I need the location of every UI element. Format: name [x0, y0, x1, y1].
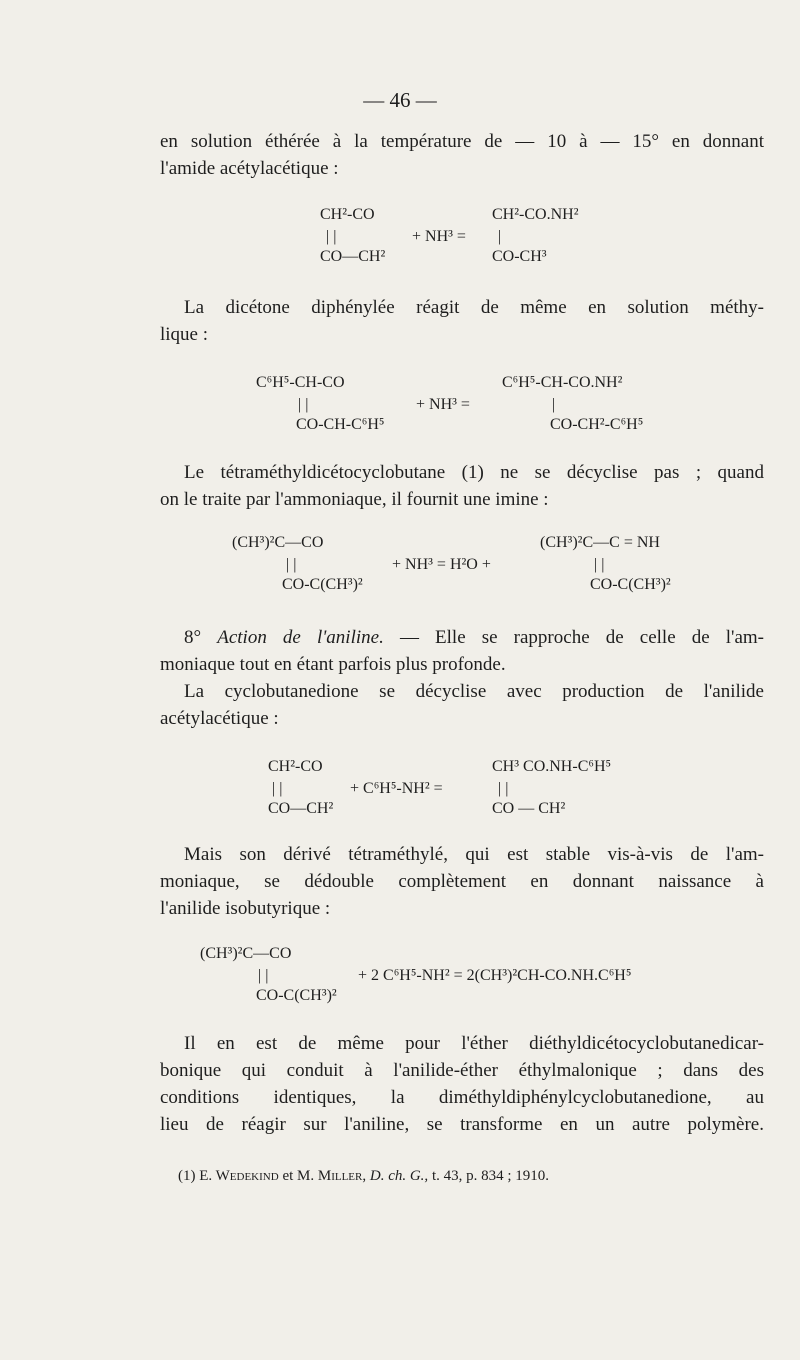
- formula-text: CO-CH³: [492, 248, 547, 265]
- footnote-reference: t. 43, p. 834 ; 1910.: [431, 1168, 550, 1184]
- paragraph-line: moniaque, se dédouble complètement en donnant naissance à: [160, 871, 764, 892]
- formula-text: C⁶H⁵-CH-CO.NH²: [502, 374, 623, 391]
- formula-bond: |: [552, 396, 556, 413]
- formula-text: CO-C(CH³)²: [590, 576, 671, 593]
- formula-text: CO-C(CH³)²: [256, 987, 337, 1004]
- formula-text: + C⁶H⁵-NH² =: [350, 780, 443, 797]
- paragraph-line: La dicétone diphénylée réagit de même en solution méthy-: [184, 297, 764, 318]
- formula-bond: | |: [498, 780, 509, 797]
- paragraph-line: [160, 624, 764, 651]
- paragraph-text: — Elle se rapproche de celle de l'am-: [399, 627, 765, 648]
- footnote-author: M. Miller,: [297, 1168, 367, 1184]
- paragraph-line: l'amide acétylacétique :: [160, 158, 339, 179]
- paragraph-6: [160, 1030, 764, 1138]
- formula-text: CO—CH²: [320, 248, 386, 265]
- formula-text: CO—CH²: [268, 800, 334, 817]
- paragraph-line: La cyclobutanedione se décyclise avec production de l'anilide: [184, 681, 764, 702]
- formula-text: C⁶H⁵-CH-CO: [256, 374, 345, 391]
- formula-text: CO-CH²-C⁶H⁵: [550, 416, 644, 433]
- paragraph-line: acétylacétique :: [160, 708, 279, 729]
- formula-text: + NH³ =: [416, 396, 470, 413]
- formula-text: CH²-CO: [268, 758, 323, 775]
- formula-text: CH²-CO.NH²: [492, 206, 579, 223]
- formula-text: CH²-CO: [320, 206, 375, 223]
- paragraph-line: Il en est de même pour l'éther diéthyldicétocyclobutanedicar-: [184, 1033, 764, 1054]
- paragraph-line: on le traite par l'ammoniaque, il fournit une imine :: [160, 489, 549, 510]
- footnote-journal: D. ch. G.,: [369, 1168, 429, 1184]
- paragraph-line: moniaque tout en étant parfois plus profonde.: [160, 654, 506, 675]
- section-title: Action de l'aniline.: [217, 627, 384, 648]
- footnote: [178, 1168, 549, 1185]
- paragraph-line: Mais son dérivé tétraméthylé, qui est stable vis-à-vis de l'am-: [184, 844, 764, 865]
- formula-text: CH³ CO.NH-C⁶H⁵: [492, 758, 612, 775]
- formula-text: CO-C(CH³)²: [282, 576, 363, 593]
- paragraph-line: en solution éthérée à la température de — 10 à — 15° en donnant: [160, 131, 764, 152]
- formula-text: CO — CH²: [492, 800, 566, 817]
- footnote-text: et: [282, 1168, 294, 1184]
- footnote-author: E. Wedekind: [199, 1168, 279, 1184]
- formula-bond: | |: [272, 780, 283, 797]
- paragraph-4: [160, 624, 764, 732]
- paragraph-line: Le tétraméthyldicétocyclobutane (1) ne se décyclise pas ; quand: [184, 462, 764, 483]
- paragraph-1: [160, 128, 764, 182]
- formula-text: + NH³ =: [412, 228, 466, 245]
- formula-bond: | |: [258, 967, 269, 984]
- formula-bond: | |: [286, 556, 297, 573]
- footnote-mark: (1): [178, 1168, 196, 1184]
- section-number: 8°: [184, 627, 202, 648]
- formula-text: (CH³)²C—C = NH: [540, 534, 660, 551]
- paragraph-3: [160, 459, 764, 513]
- formula-bond: |: [498, 228, 502, 245]
- paragraph-line: lique :: [160, 324, 209, 345]
- paragraph-line: lieu de réagir sur l'aniline, se transforme en un autre polymère.: [160, 1114, 764, 1135]
- formula-text: + 2 C⁶H⁵-NH² = 2(CH³)²CH-CO.NH.C⁶H⁵: [358, 967, 632, 984]
- paragraph-5: [160, 841, 764, 922]
- formula-text: (CH³)²C—CO: [232, 534, 324, 551]
- formula-text: + NH³ = H²O +: [392, 556, 491, 573]
- page-number: — 46 —: [363, 88, 437, 112]
- formula-text: CO-CH-C⁶H⁵: [296, 416, 385, 433]
- paragraph-2: [160, 294, 764, 348]
- paragraph-line: bonique qui conduit à l'anilide-éther éthylmalonique ; dans des: [160, 1060, 764, 1081]
- paragraph-line: conditions identiques, la diméthyldiphénylcyclobutanedione, au: [160, 1087, 764, 1108]
- formula-bond: | |: [298, 396, 309, 413]
- formula-bond: | |: [594, 556, 605, 573]
- formula-bond: | |: [326, 228, 337, 245]
- paragraph-line: l'anilide isobutyrique :: [160, 898, 331, 919]
- formula-text: (CH³)²C—CO: [200, 945, 292, 962]
